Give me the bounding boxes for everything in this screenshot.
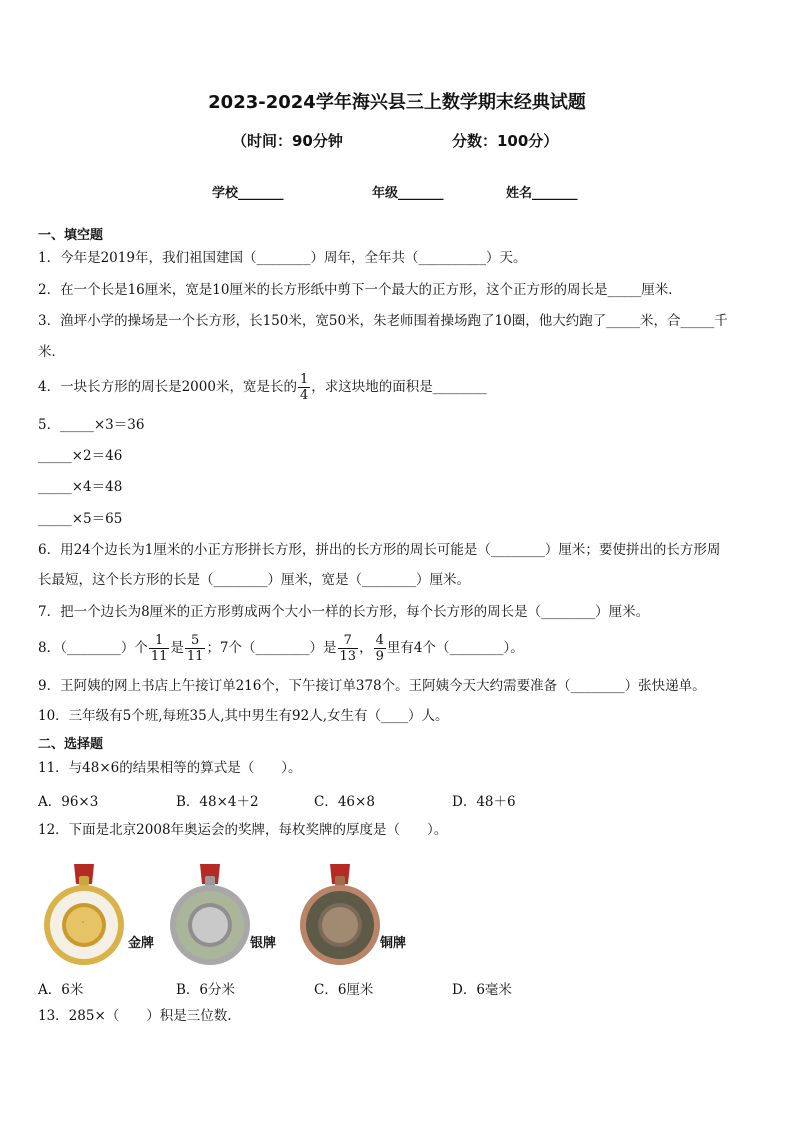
q8-text-1: 8．（________）个	[38, 640, 148, 656]
question-6-line1: 6．用24个边长为1厘米的小正方形拼长方形，拼出的长方形的周长可能是（________）厘米；要使拼出的长方形周	[38, 542, 721, 558]
question-12: 12．下面是北京2008年奥运会的奖牌，每枚奖牌的厚度是（ ）。	[38, 822, 448, 838]
question-5-line4: _____×5＝65	[38, 511, 123, 527]
fraction-numerator: 5	[185, 633, 206, 649]
q11-option-b[interactable]: B．48×4＋2	[176, 794, 259, 810]
fraction-denominator: 9	[375, 649, 384, 664]
q8-text-2: 是	[170, 640, 184, 656]
question-3-line2: 米．	[38, 344, 65, 360]
question-5-line3: _____×4＝48	[38, 479, 123, 495]
fraction-5-11	[185, 633, 206, 664]
exam-time: （时间：90分钟	[232, 132, 343, 150]
fraction-denominator: 11	[150, 649, 168, 664]
question-10: 10．三年级有5个班,每班35人,其中男生有92人,女生有（____）人。	[38, 708, 449, 724]
section-choice-title: 二、选择题	[38, 737, 104, 752]
fraction-1-11	[149, 633, 170, 664]
q12-option-d[interactable]: D．6毫米	[452, 982, 512, 998]
question-1: 1．今年是2019年，我们祖国建国（________）周年，全年共（__________）天。	[38, 250, 527, 266]
gold-medal-image	[40, 862, 128, 968]
q11-option-c[interactable]: C．46×8	[314, 794, 375, 810]
question-3-line1: 3．渔坪小学的操场是一个长方形，长150米，宽50米，朱老师围着操场跑了10圈，他大约跑了_____米，合_____千	[38, 313, 728, 329]
fraction-denominator: 4	[299, 388, 309, 403]
fraction-numerator: 7	[338, 633, 359, 649]
q8-text-3: ；7个（________）是	[206, 640, 337, 656]
fraction-4-9	[374, 633, 386, 664]
fraction-denominator: 13	[339, 649, 357, 664]
question-5-line1: 5．_____×3＝36	[38, 417, 145, 433]
question-9: 9．王阿姨的网上书店上午接订单216个，下午接订单378个。王阿姨今天大约需要准备（________）张快递单。	[38, 678, 706, 694]
q11-option-a[interactable]: A．96×3	[38, 794, 99, 810]
medal-label-bronze: 铜牌	[380, 936, 407, 951]
name-field: 姓名_______	[506, 186, 578, 201]
question-13: 13．285×（ ）积是三位数.	[38, 1008, 232, 1024]
medal-label-gold: 金牌	[128, 936, 155, 951]
fraction-numerator: 4	[375, 633, 384, 648]
fraction-numerator: 1	[299, 372, 309, 387]
bronze-medal-image	[296, 862, 384, 968]
medal-label-silver: 银牌	[250, 936, 277, 951]
question-4	[38, 370, 487, 404]
grade-field: 年级_______	[372, 186, 444, 201]
exam-score: 分数：100分）	[452, 132, 559, 150]
q12-option-c[interactable]: C．6厘米	[314, 982, 374, 998]
q12-option-b[interactable]: B．6分米	[176, 982, 236, 998]
q8-text-5: 里有4个（________）。	[386, 640, 524, 656]
fraction-7-13	[338, 633, 359, 664]
section-fill-blank-title: 一、填空题	[38, 228, 104, 243]
question-11: 11．与48×6的结果相等的算式是（ ）。	[38, 760, 302, 776]
question-4-text: 4．一块长方形的周长是2000米，宽是长的	[38, 379, 297, 395]
q8-text-4: ，	[359, 640, 373, 656]
question-4-text-end: ，求这块地的面积是________	[311, 379, 487, 395]
fraction-one-quarter	[298, 372, 310, 403]
fraction-numerator: 1	[149, 633, 170, 649]
question-2: 2．在一个长是16厘米，宽是10厘米的长方形纸中剪下一个最大的正方形，这个正方形的周长是_____厘米．	[38, 282, 682, 298]
q11-option-d[interactable]: D．48＋6	[452, 794, 516, 810]
question-5-line2: _____×2＝46	[38, 448, 123, 464]
question-6-line2: 长最短，这个长方形的长是（________）厘米，宽是（________）厘米。	[38, 572, 470, 588]
question-7: 7．把一个边长为8厘米的正方形剪成两个大小一样的长方形，每个长方形的周长是（________）厘米。	[38, 604, 650, 620]
svg-text:ﾟ: ﾟ	[82, 921, 86, 930]
q12-option-a[interactable]: A．6米	[38, 982, 84, 998]
question-8	[38, 630, 524, 666]
page-title: 2023-2024学年海兴县三上数学期末经典试题	[208, 92, 586, 113]
fraction-denominator: 11	[186, 649, 204, 664]
school-field: 学校_______	[212, 186, 284, 201]
silver-medal-image	[166, 862, 254, 968]
